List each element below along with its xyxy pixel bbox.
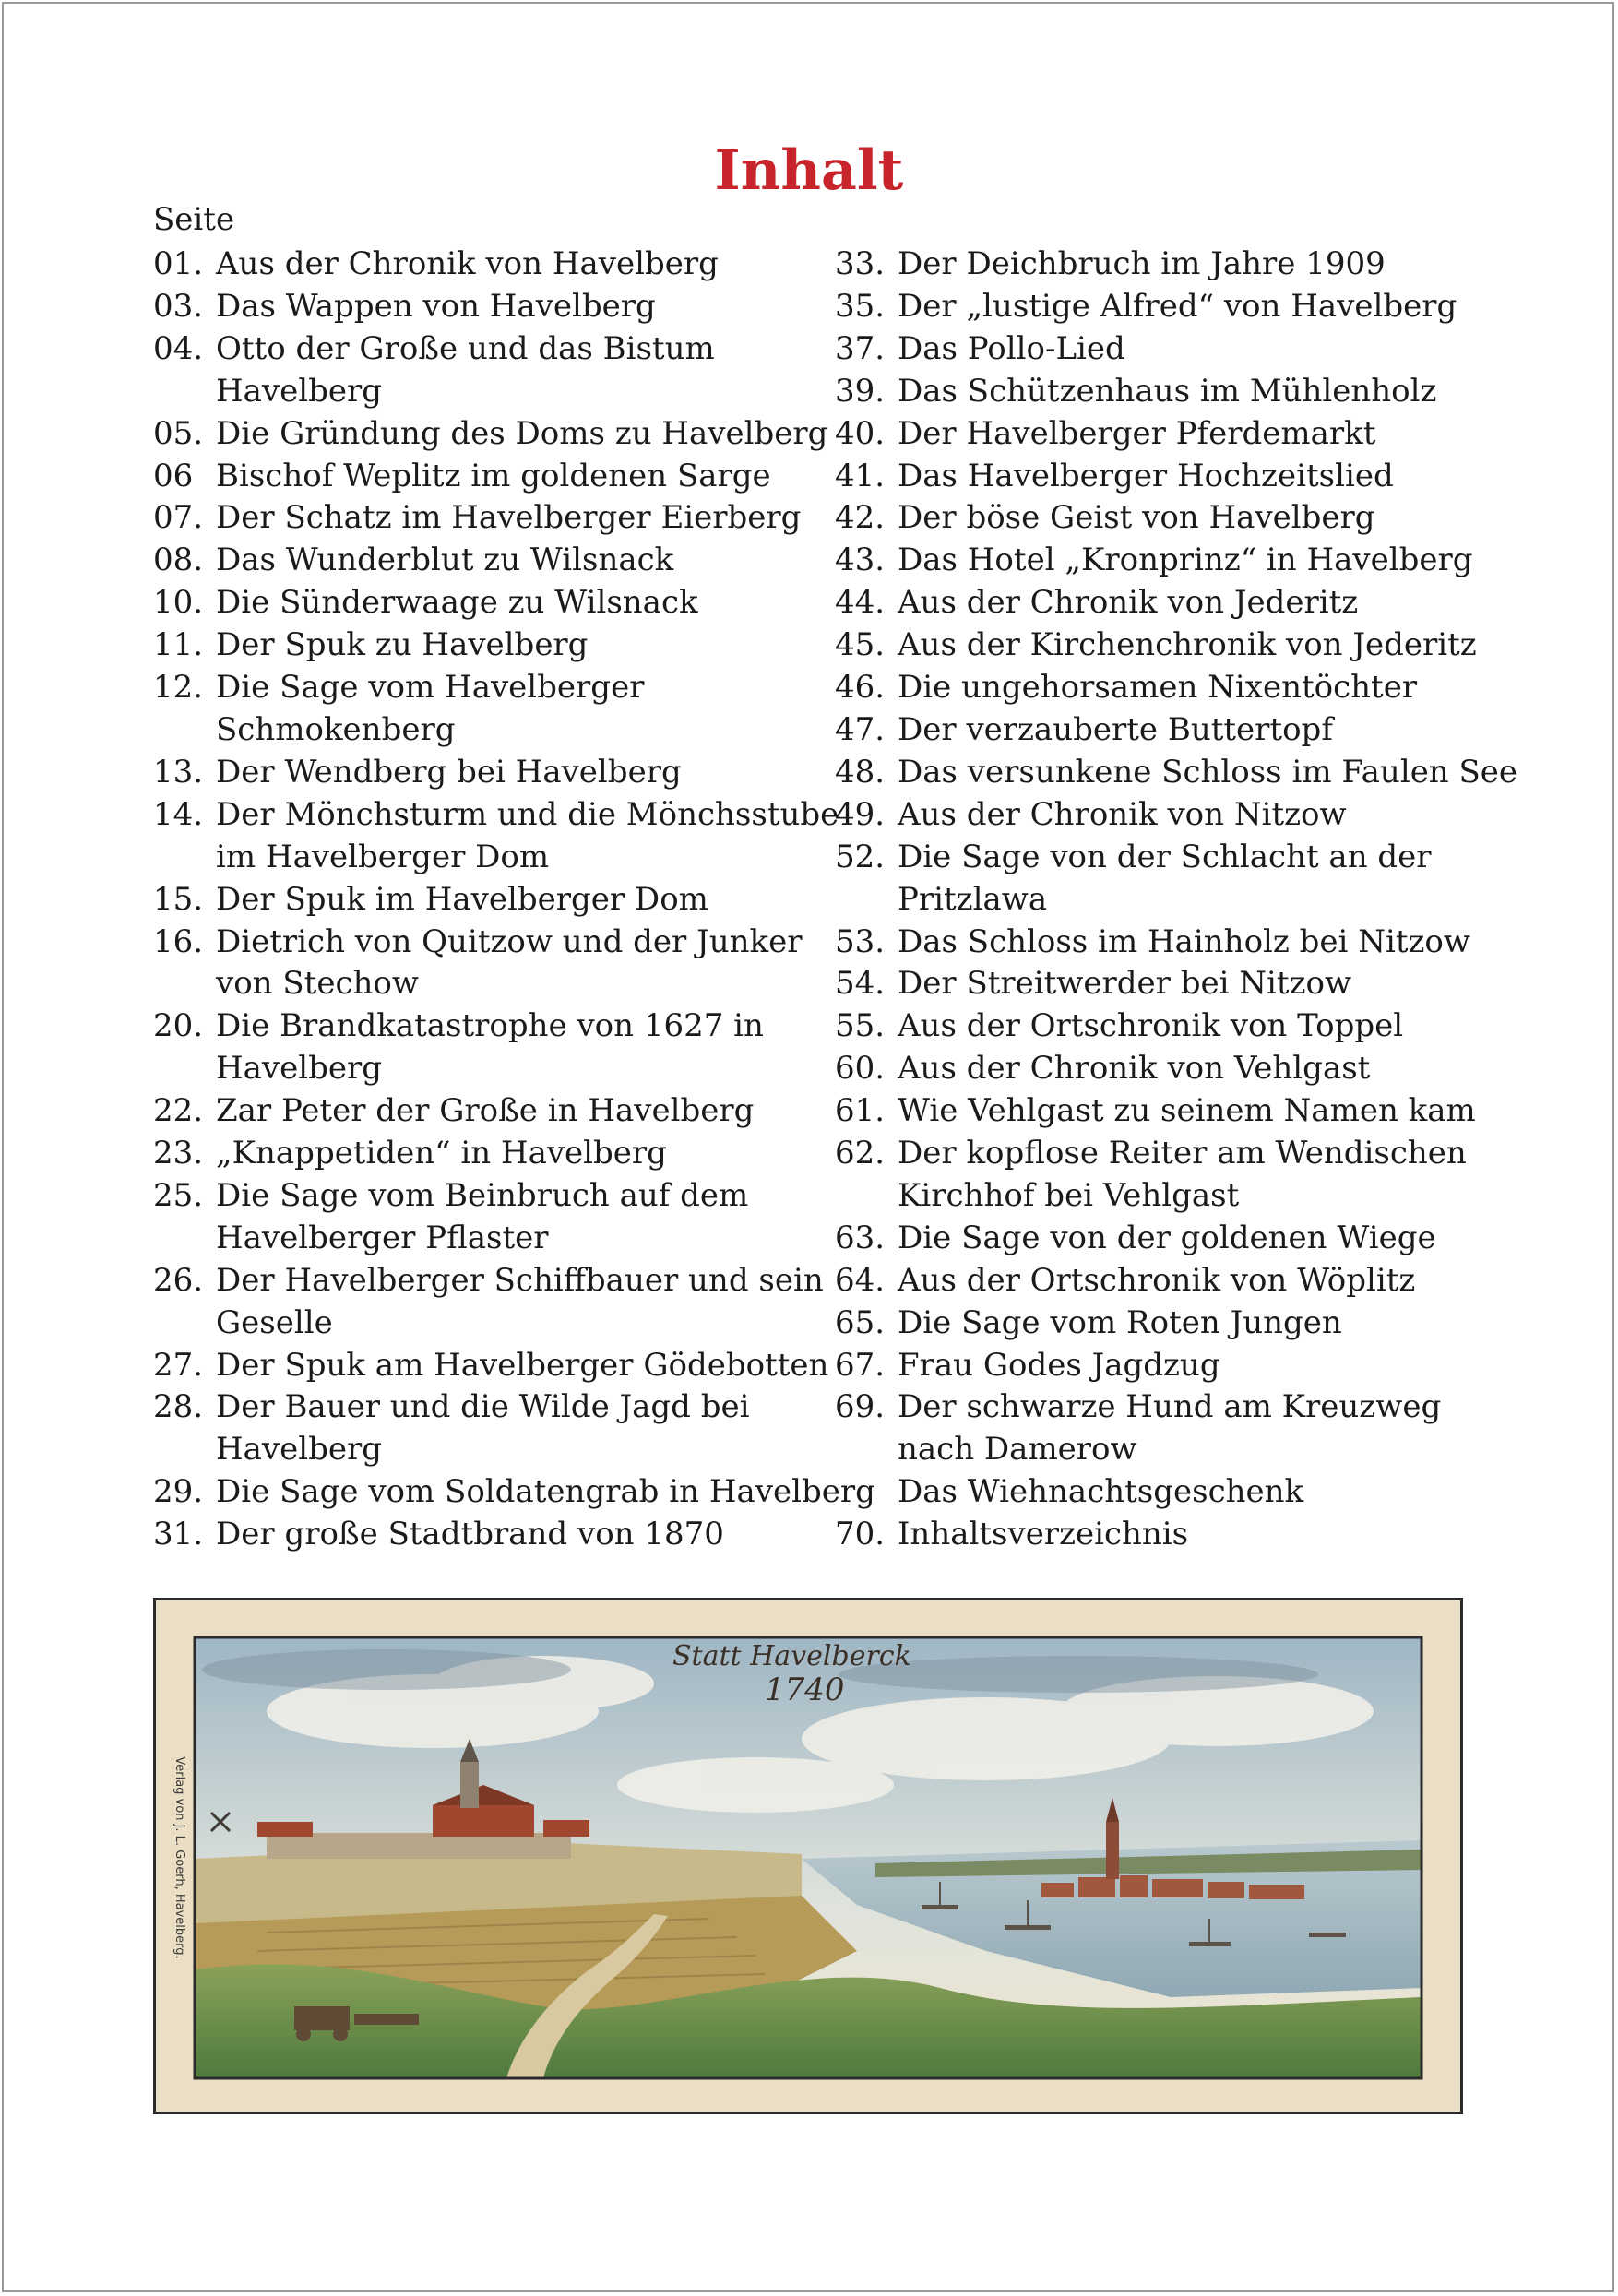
chapter-title-line: im Havelberger Dom [216, 838, 550, 875]
chapter-title-line: Das Schloss im Hainholz bei Nitzow [898, 922, 1470, 960]
chapter-title-line: Der Streitwerder bei Nitzow [898, 965, 1352, 1003]
chapter-title-line: Der Schatz im Havelberger Eierberg [216, 499, 802, 537]
chapter-title [216, 752, 827, 794]
page-number: 65. [835, 1303, 886, 1341]
page-number: 44. [835, 584, 886, 622]
chapter-title-line: Der kopflose Reiter am Wendischen [898, 1135, 1467, 1172]
chapter-title [898, 582, 1554, 625]
chapter-title-line: Aus der Chronik von Vehlgast [898, 1050, 1371, 1088]
chapter-title-line: Das Havelberger Hochzeitslied [898, 457, 1394, 494]
chapter-title-line: Kirchhof bei Vehlgast [898, 1176, 1240, 1214]
chapter-title-line: Die ungehorsamen Nixentöchter [898, 669, 1418, 707]
page-number: 35. [835, 287, 886, 325]
chapter-title [216, 667, 827, 752]
toc-left-entry [153, 286, 827, 328]
chapter-title [898, 413, 1554, 456]
toc-left-entry [153, 413, 827, 456]
chapter-title-line: Das Schützenhaus im Mühlenholz [898, 372, 1437, 410]
page-number: 20. [153, 1007, 204, 1045]
chapter-title [898, 1218, 1554, 1260]
page-number: 46. [835, 669, 886, 707]
chapter-title [216, 1471, 875, 1514]
page-number: 29. [153, 1473, 204, 1511]
toc-left-entry [153, 244, 827, 286]
chapter-title [216, 1386, 827, 1471]
seite-label: Seite [153, 201, 235, 238]
chapter-title [216, 922, 827, 1006]
page-number: 63. [835, 1219, 886, 1256]
chapter-title-line: Der Havelberger Schiffbauer und sein [216, 1261, 824, 1299]
toc-right-entry [835, 837, 1554, 922]
chapter-title-line: Havelberg [216, 1050, 383, 1088]
page-number: 04. [153, 329, 204, 367]
chapter-title [898, 752, 1554, 794]
page-number: 45. [835, 626, 886, 664]
toc-right-entry [835, 244, 1554, 286]
toc-right-entry [835, 922, 1554, 964]
chapter-title-line: Das Wappen von Havelberg [216, 287, 656, 325]
chapter-title [216, 1005, 827, 1090]
chapter-title [898, 922, 1554, 964]
page-number: 13. [153, 753, 204, 791]
chapter-title-line: Bischof Weplitz im goldenen Sarge [216, 457, 771, 494]
page-number: 08. [153, 541, 204, 579]
page-number: 37. [835, 329, 886, 367]
toc-left-entry [153, 1386, 827, 1471]
toc-right-entry [835, 1133, 1554, 1218]
toc-left-entry [153, 794, 839, 879]
toc-right-entry [835, 413, 1554, 456]
chapter-title-line: Inhaltsverzeichnis [898, 1516, 1189, 1553]
page-number: 15. [153, 880, 204, 918]
chapter-title [216, 244, 827, 286]
toc-left-entry [153, 667, 827, 752]
chapter-title-line: Aus der Kirchenchronik von Jederitz [898, 626, 1477, 664]
toc-left-entry [153, 879, 827, 922]
page-number: 06 [153, 457, 194, 494]
chapter-title-line: Der verzauberte Buttertopf [898, 710, 1333, 748]
page-number: 48. [835, 753, 886, 791]
chapter-title [898, 1386, 1554, 1514]
toc-right-entry [835, 371, 1554, 413]
chapter-title-line: Das Pollo-Lied [898, 329, 1125, 367]
chapter-title [216, 582, 827, 625]
chapter-title-line: Geselle [216, 1303, 333, 1341]
toc-right-entry [835, 497, 1554, 540]
chapter-title-line: Der schwarze Hund am Kreuzweg [898, 1388, 1442, 1426]
chapter-title [216, 625, 827, 667]
chapter-title [898, 371, 1554, 413]
toc-right-entry [835, 540, 1554, 582]
page-number: 54. [835, 965, 886, 1003]
chapter-title-line: Aus der Chronik von Havelberg [216, 245, 719, 282]
chapter-title-line: Der Wendberg bei Havelberg [216, 753, 682, 791]
chapter-title-line: Zar Peter der Große in Havelberg [216, 1092, 755, 1130]
chapter-title [216, 879, 827, 922]
chapter-title [216, 1260, 827, 1345]
toc-right-entry [835, 1005, 1554, 1048]
chapter-title [898, 1048, 1554, 1090]
chapter-title-line: Die Sünderwaage zu Wilsnack [216, 584, 698, 622]
chapter-title [898, 456, 1554, 498]
toc-right-entry [835, 582, 1554, 625]
chapter-title-line: Der Spuk am Havelberger Gödebotten [216, 1346, 829, 1384]
chapter-title-line: Der Havelberger Pferdemarkt [898, 414, 1376, 452]
page-number: 64. [835, 1261, 886, 1299]
chapter-title-line: Die Sage vom Soldatengrab in Havelberg [216, 1473, 875, 1511]
chapter-title-line: Pritzlawa [898, 880, 1048, 918]
chapter-title [898, 1133, 1554, 1218]
toc-left-entry [153, 582, 827, 625]
toc-left-entry [153, 1175, 827, 1260]
chapter-title-line: Frau Godes Jagdzug [898, 1346, 1220, 1384]
chapter-title-line: Die Sage vom Havelberger [216, 669, 645, 707]
toc-left-entry [153, 1133, 827, 1175]
toc-right-entry [835, 1386, 1554, 1514]
toc-right-entry [835, 752, 1554, 794]
chapter-title [216, 497, 827, 540]
chapter-title-line: Dietrich von Quitzow und der Junker [216, 922, 803, 960]
toc-left-entry [153, 1090, 827, 1133]
page-number: 47. [835, 710, 886, 748]
chapter-title [216, 1090, 827, 1133]
engraving-caption: Statt Havelberck [672, 1640, 911, 1672]
chapter-title [216, 794, 839, 879]
chapter-title-line: Der böse Geist von Havelberg [898, 499, 1375, 537]
chapter-title-line: Der Spuk im Havelberger Dom [216, 880, 708, 918]
chapter-title-line: von Stechow [216, 965, 419, 1003]
chapter-title [898, 625, 1554, 667]
toc-right-entry [835, 1048, 1554, 1090]
toc-left-entry [153, 328, 827, 413]
chapter-title [216, 1175, 827, 1260]
page-number: 23. [153, 1135, 204, 1172]
toc-right-entry [835, 667, 1554, 709]
page-number: 55. [835, 1007, 886, 1045]
toc-right-entry [835, 286, 1554, 328]
page-number: 26. [153, 1261, 204, 1299]
page-number: 40. [835, 414, 886, 452]
chapter-title [898, 963, 1554, 1005]
page-number: 33. [835, 245, 886, 282]
page-number: 27. [153, 1346, 204, 1384]
page-number: 67. [835, 1346, 886, 1384]
page-number: 05. [153, 414, 204, 452]
page-number: 31. [153, 1516, 204, 1553]
chapter-title [216, 540, 827, 582]
page-number: 49. [835, 795, 886, 833]
chapter-title-line: nach Damerow [898, 1431, 1137, 1469]
toc-left-entry [153, 1005, 827, 1090]
page-number: 10. [153, 584, 204, 622]
chapter-title [898, 1260, 1554, 1303]
page-number: 52. [835, 838, 886, 875]
chapter-title-line: Der Mönchsturm und die Mönchsstube [216, 795, 839, 833]
page-number: 11. [153, 626, 204, 664]
chapter-title-line: Schmokenberg [216, 710, 456, 748]
page-title: Inhalt [714, 138, 904, 203]
toc-left-entry [153, 497, 827, 540]
chapter-title [216, 456, 827, 498]
publisher-imprint: Verlag von J. L. Goerh, Havelberg. [173, 1756, 186, 1959]
chapter-title-line: Die Brandkatastrophe von 1627 in [216, 1007, 764, 1045]
toc-right-entry [835, 1303, 1554, 1345]
page-number: 43. [835, 541, 886, 579]
toc-left-entry [153, 1514, 827, 1556]
toc-right-entry [835, 709, 1554, 752]
chapter-title-line: „Knappetiden“ in Havelberg [216, 1135, 667, 1172]
chapter-title [216, 1345, 828, 1387]
chapter-title [898, 497, 1554, 540]
chapter-title-line: Havelberg [216, 372, 383, 410]
page-number: 53. [835, 922, 886, 960]
chapter-title-line: Die Gründung des Doms zu Havelberg [216, 414, 828, 452]
chapter-title-line: Havelberg [216, 1431, 383, 1469]
toc-right-entry [835, 963, 1554, 1005]
page-number: 41. [835, 457, 886, 494]
chapter-title [216, 1514, 827, 1556]
chapter-title-line: Das versunkene Schloss im Faulen See [898, 753, 1518, 791]
engraving-scene [195, 1637, 1422, 2078]
toc-left-entry [153, 456, 827, 498]
toc-left-entry [153, 922, 827, 1006]
toc-right-entry [835, 1345, 1554, 1387]
toc-left-entry [153, 625, 827, 667]
page-number: 28. [153, 1388, 204, 1426]
toc-right-entry [835, 328, 1554, 371]
chapter-title [898, 667, 1554, 709]
chapter-title [898, 1514, 1554, 1556]
toc-right-entry [835, 1514, 1554, 1556]
page-number: 60. [835, 1050, 886, 1088]
chapter-title [898, 286, 1554, 328]
page-number: 42. [835, 499, 886, 537]
page-number: 70. [835, 1516, 886, 1553]
page-number: 14. [153, 795, 204, 833]
toc-right-entry [835, 625, 1554, 667]
chapter-title [216, 328, 827, 413]
chapter-title-line: Das Hotel „Kronprinz“ in Havelberg [898, 541, 1473, 579]
chapter-title [898, 1090, 1554, 1133]
page-number: 25. [153, 1176, 204, 1214]
page-number: 62. [835, 1135, 886, 1172]
chapter-title-line: Aus der Chronik von Jederitz [898, 584, 1359, 622]
chapter-title [898, 1303, 1554, 1345]
chapter-title-line: Der „lustige Alfred“ von Havelberg [898, 287, 1457, 325]
toc-left-entry [153, 540, 827, 582]
toc-left-entry [153, 1471, 875, 1514]
chapter-title [898, 244, 1554, 286]
chapter-title-line: Wie Vehlgast zu seinem Namen kam [898, 1092, 1476, 1130]
toc-left-entry [153, 752, 827, 794]
chapter-title-line: Der Spuk zu Havelberg [216, 626, 589, 664]
toc-right-entry [835, 1218, 1554, 1260]
toc-right-entry [835, 456, 1554, 498]
chapter-title-line: Der Bauer und die Wilde Jagd bei [216, 1388, 750, 1426]
page-number: 61. [835, 1092, 886, 1130]
page-number: 12. [153, 669, 204, 707]
chapter-title-line: Die Sage von der Schlacht an der [898, 838, 1432, 875]
chapter-title-line: Die Sage vom Beinbruch auf dem [216, 1176, 749, 1214]
chapter-title-line: Otto der Große und das Bistum [216, 329, 715, 367]
chapter-title-line: Aus der Chronik von Nitzow [898, 795, 1347, 833]
toc-right-entry [835, 1090, 1554, 1133]
toc-right-entry [835, 1260, 1554, 1303]
toc-right-entry [835, 794, 1554, 837]
page-number: 39. [835, 372, 886, 410]
page-number: 03. [153, 287, 204, 325]
chapter-title [216, 1133, 827, 1175]
chapter-title-line: Der große Stadtbrand von 1870 [216, 1516, 724, 1553]
toc-left-entry [153, 1345, 827, 1387]
chapter-title [216, 286, 827, 328]
chapter-title [898, 794, 1554, 837]
havelberg-engraving [153, 1598, 1463, 2114]
chapter-title-line: Die Sage von der goldenen Wiege [898, 1219, 1436, 1256]
page-number: 69. [835, 1388, 886, 1426]
chapter-title-line: Das Wunderblut zu Wilsnack [216, 541, 674, 579]
chapter-title-line: Der Deichbruch im Jahre 1909 [898, 245, 1386, 282]
chapter-title [898, 1345, 1554, 1387]
chapter-title-line: Die Sage vom Roten Jungen [898, 1303, 1342, 1341]
chapter-title-line: Havelberger Pflaster [216, 1219, 549, 1256]
page-number: 01. [153, 245, 204, 282]
page-number: 16. [153, 922, 204, 960]
engraving-year: 1740 [765, 1671, 845, 1708]
chapter-title [216, 413, 827, 456]
toc-right-column [835, 244, 1554, 1556]
page-number: 07. [153, 499, 204, 537]
chapter-title-line: Das Wiehnachtsgeschenk [898, 1473, 1304, 1511]
chapter-title [898, 709, 1554, 752]
chapter-title [898, 837, 1554, 922]
chapter-title [898, 328, 1554, 371]
toc-left-entry [153, 1260, 827, 1345]
chapter-title-line: Aus der Ortschronik von Toppel [898, 1007, 1404, 1045]
chapter-title-line: Aus der Ortschronik von Wöplitz [898, 1261, 1416, 1299]
chapter-title [898, 540, 1554, 582]
page-number: 22. [153, 1092, 204, 1130]
chapter-title [898, 1005, 1554, 1048]
